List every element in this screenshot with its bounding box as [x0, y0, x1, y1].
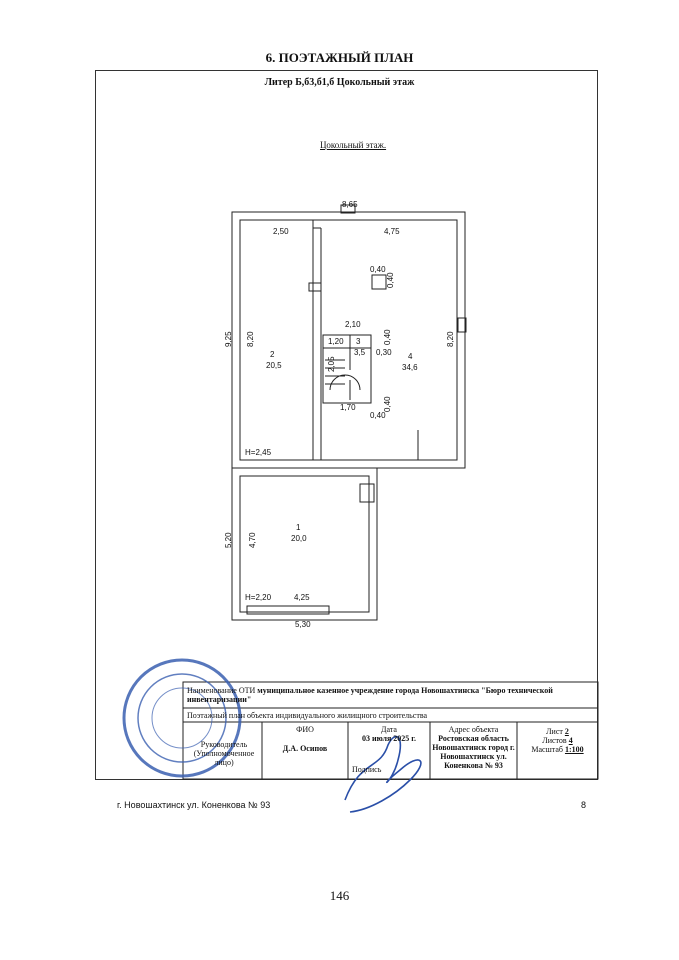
dim-room4-height: 8,20	[446, 331, 455, 347]
page-number: 146	[329, 888, 350, 903]
sheets-label: Листов	[542, 736, 567, 745]
room1-area: 20,0	[291, 534, 307, 543]
sheet-label: Лист	[546, 727, 563, 736]
footer-address: г. Новошахтинск ул. Коненкова № 93	[117, 800, 271, 810]
dim-left-lower: 5,20	[224, 532, 233, 548]
sign-label: Подпись	[352, 765, 382, 774]
room1-ceiling: H=2,20	[245, 593, 272, 602]
room2-area: 20,5	[266, 361, 282, 370]
plan-subtitle: Литер Б,б3,б1,б Цокольный этаж	[264, 77, 415, 88]
dim-stair-side-d: 0,40	[370, 411, 386, 420]
dim-room2-height: 8,20	[246, 331, 255, 347]
wall-inner-upper	[240, 220, 457, 460]
dim-room1-width: 4,25	[294, 593, 310, 602]
address-value: Ростовская область Новошахтинск город г. Новошахтинск ул. Коненкова № 93	[432, 734, 515, 770]
dim-room1-height: 4,70	[248, 532, 257, 548]
dim-room4-width: 4,75	[384, 227, 400, 236]
floor-label: Цокольный этаж.	[320, 140, 387, 150]
dim-top-total: 8,65	[342, 200, 358, 209]
signature	[345, 737, 421, 812]
door-lower	[360, 484, 374, 502]
dim-left-upper: 9,25	[224, 331, 233, 347]
fio-value: Д.А. Осипов	[282, 744, 328, 753]
dim-room3-height: 2,05	[327, 356, 336, 372]
room2-number: 2	[270, 350, 275, 359]
scale-label: Масштаб	[531, 745, 563, 754]
wall-outer-upper	[232, 212, 465, 468]
window-bottom	[247, 606, 329, 614]
role-label: Руководитель (Уполномоченное лицо)	[193, 740, 255, 767]
dim-column-a: 0,40	[370, 265, 386, 274]
scale-value: 1:100	[564, 745, 584, 754]
address-label: Адрес объекта	[448, 725, 499, 734]
org-label: Наименование ОТИ	[187, 686, 256, 695]
wall-inner-lower	[240, 476, 369, 612]
room4-number: 4	[408, 352, 413, 361]
plan-description: Поэтажный план объекта индивидуального жилищного строительства	[187, 711, 428, 720]
sheet-value: 2	[564, 727, 569, 736]
door-partition	[309, 283, 321, 291]
dim-room2-width: 2,50	[273, 227, 289, 236]
dim-stair-side-a: 0,40	[383, 329, 392, 345]
dim-bottom-total: 5,30	[295, 620, 311, 629]
sheet-info	[517, 727, 598, 754]
dim-column-b: 0,40	[386, 272, 395, 288]
dim-room3-width: 1,20	[328, 337, 344, 346]
dim-stair-bottom: 1,70	[340, 403, 356, 412]
room3-number: 3	[356, 337, 361, 346]
sheets-value: 4	[568, 736, 573, 745]
dim-stair-top: 2,10	[345, 320, 361, 329]
fio-label: ФИО	[296, 725, 314, 734]
room3-area: 3,5	[354, 348, 366, 357]
room1-number: 1	[296, 523, 301, 532]
room4-area: 34,6	[402, 363, 418, 372]
column	[372, 275, 386, 289]
dim-stair-side-c: 0,40	[383, 396, 392, 412]
dim-stair-side-b: 0,30	[376, 348, 392, 357]
date-label: Дата	[381, 725, 397, 734]
org-row	[187, 686, 595, 704]
room2-ceiling: H=2,45	[245, 448, 272, 457]
org-name: муниципальное казенное учреждение города Новошахтинска "Бюро технической инвентаризации"	[187, 686, 553, 704]
footer-section-number: 8	[581, 800, 587, 810]
date-value: 03 июля 2025 г.	[361, 734, 417, 743]
page-title: 6. ПОЭТАЖНЫЙ ПЛАН	[265, 50, 414, 65]
